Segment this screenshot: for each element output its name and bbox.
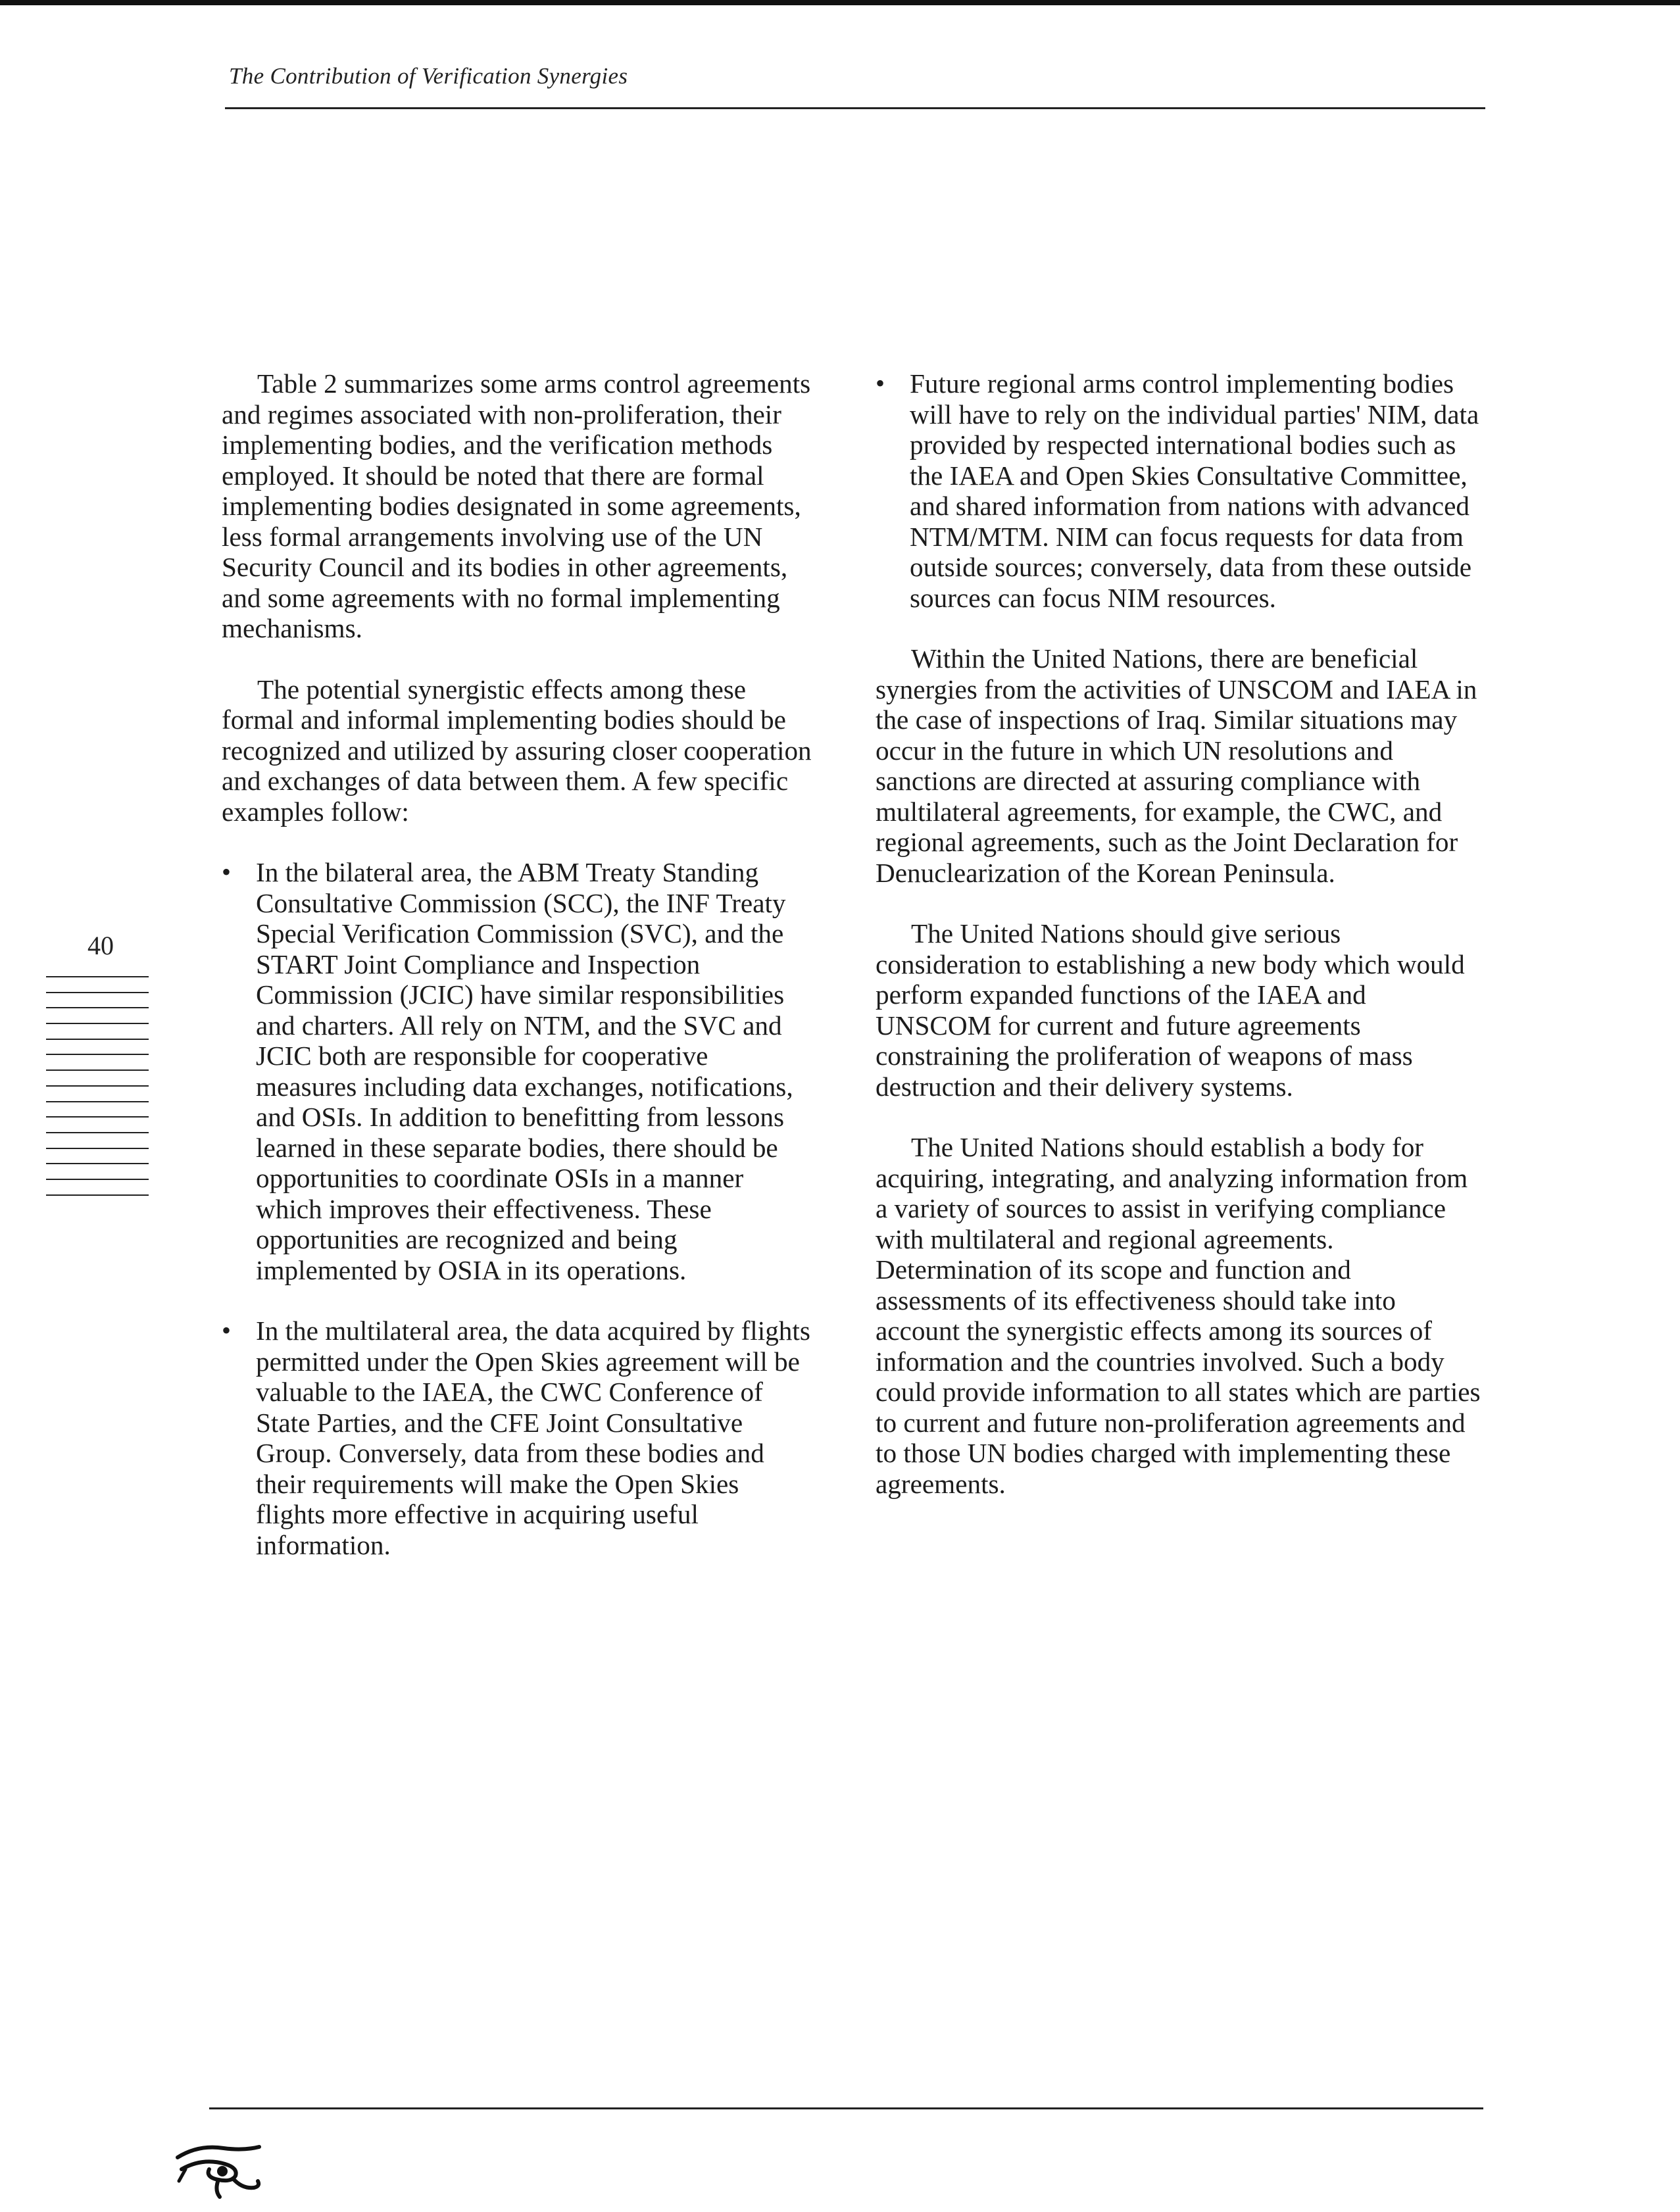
margin-rule	[46, 1163, 149, 1164]
bullet-text: In the bilateral area, the ABM Treaty Standing Consultative Commission (SCC), the INF Treaty Special Verification Commission (SVC), and the START Joint Compliance and Inspection Commission (JCIC) have similar responsibilities and charters. All rely on NTM, and the SVC and JCIC both are responsible for cooperative measures including data exchanges, notifications, and OSIs. In addition to benefitting from lessons learned in these separate bodies, there should be opportunities to coordinate OSIs in a manner which improves their effectiveness. These opportunities are recognized and being implemented by OSIA in its operations.	[256, 857, 793, 1285]
bullet-item	[222, 1315, 814, 1560]
margin-rule	[46, 1132, 149, 1133]
margin-rule	[46, 992, 149, 993]
margin-rule	[46, 1039, 149, 1040]
eye-of-horus-icon	[172, 2143, 264, 2199]
body-paragraph: The United Nations should establish a body for acquiring, integrating, and analyzing information from a variety of sources to assist in verifying compliance with multilateral and regional agreements. Determination of its scope and function and assessments of its effectiveness should take into account the synergistic effects among its sources of information and the countries involved. Such a body could provide information to all states which are parties to current and future non-proliferation agreements and to those UN bodies charged with implementing these agreements.	[876, 1132, 1481, 1499]
margin-rule	[46, 1023, 149, 1024]
bullet-marker: •	[876, 368, 885, 398]
header-rule	[225, 107, 1485, 109]
margin-rule	[46, 1194, 149, 1196]
left-column	[222, 368, 814, 1590]
margin-rule	[46, 1116, 149, 1118]
body-paragraph: Within the United Nations, there are beneficial synergies from the activities of UNSCOM and IAEA in the case of inspections of Iraq. Similar situations may occur in the future in which UN resolutions and sanctions are directed at assuring compliance with multilateral agreements, for example, the CWC, and regional agreements, such as the Joint Declaration for Denuclearization of the Korean Peninsula.	[876, 643, 1477, 888]
margin-rule-stack	[46, 976, 149, 1210]
margin-rule	[46, 1179, 149, 1180]
margin-rule	[46, 1069, 149, 1071]
running-header: The Contribution of Verification Synergies	[229, 63, 628, 89]
margin-rule	[46, 976, 149, 977]
bullet-text: In the multilateral area, the data acquired by flights permitted under the Open Skies agreement will be valuable to the IAEA, the CWC Conference of State Parties, and the CFE Joint Consultative Group. Conversely, data from these bodies and their requirements will make the Open Skies flights more effective in acquiring useful information.	[256, 1315, 810, 1560]
margin-rule	[46, 1085, 149, 1087]
body-paragraph: Table 2 summarizes some arms control agreements and regimes associated with non-proliferation, their implementing bodies, and the verification methods employed. It should be noted that there are formal implementing bodies designated in some agreements, less formal arrangements involving use of the UN Security Council and its bodies in other agreements, and some agreements with no formal implementing mechanisms.	[222, 368, 811, 643]
bullet-item	[876, 368, 1481, 613]
bullet-item	[222, 857, 814, 1285]
body-paragraph: The potential synergistic effects among these formal and informal implementing bodies should be recognized and utilized by assuring closer cooperation and exchanges of data between them. A few specific examples follow:	[222, 674, 812, 827]
margin-rule	[46, 1054, 149, 1055]
bullet-text: Future regional arms control implementing bodies will have to rely on the individual parties' NIM, data provided by respected international bodies such as the IAEA and Open Skies Consultative Committee, and shared information from nations with advanced NTM/MTM. NIM can focus requests for data from outside sources; conversely, data from these outside sources can focus NIM resources.	[910, 368, 1479, 613]
margin-rule	[46, 1007, 149, 1008]
margin-rule	[46, 1148, 149, 1149]
margin-rule	[46, 1101, 149, 1102]
footer-rule	[209, 2107, 1483, 2109]
page-number: 40	[87, 931, 114, 960]
bullet-marker: •	[222, 1315, 232, 1345]
body-paragraph: The United Nations should give serious consideration to establishing a new body which would perform expanded functions of the IAEA and UNSCOM for current and future agreements constraining the proliferation of weapons of mass destruction and their delivery systems.	[876, 918, 1465, 1102]
right-column	[876, 368, 1481, 1529]
bullet-marker: •	[222, 857, 232, 887]
top-edge-rule	[0, 0, 1680, 5]
